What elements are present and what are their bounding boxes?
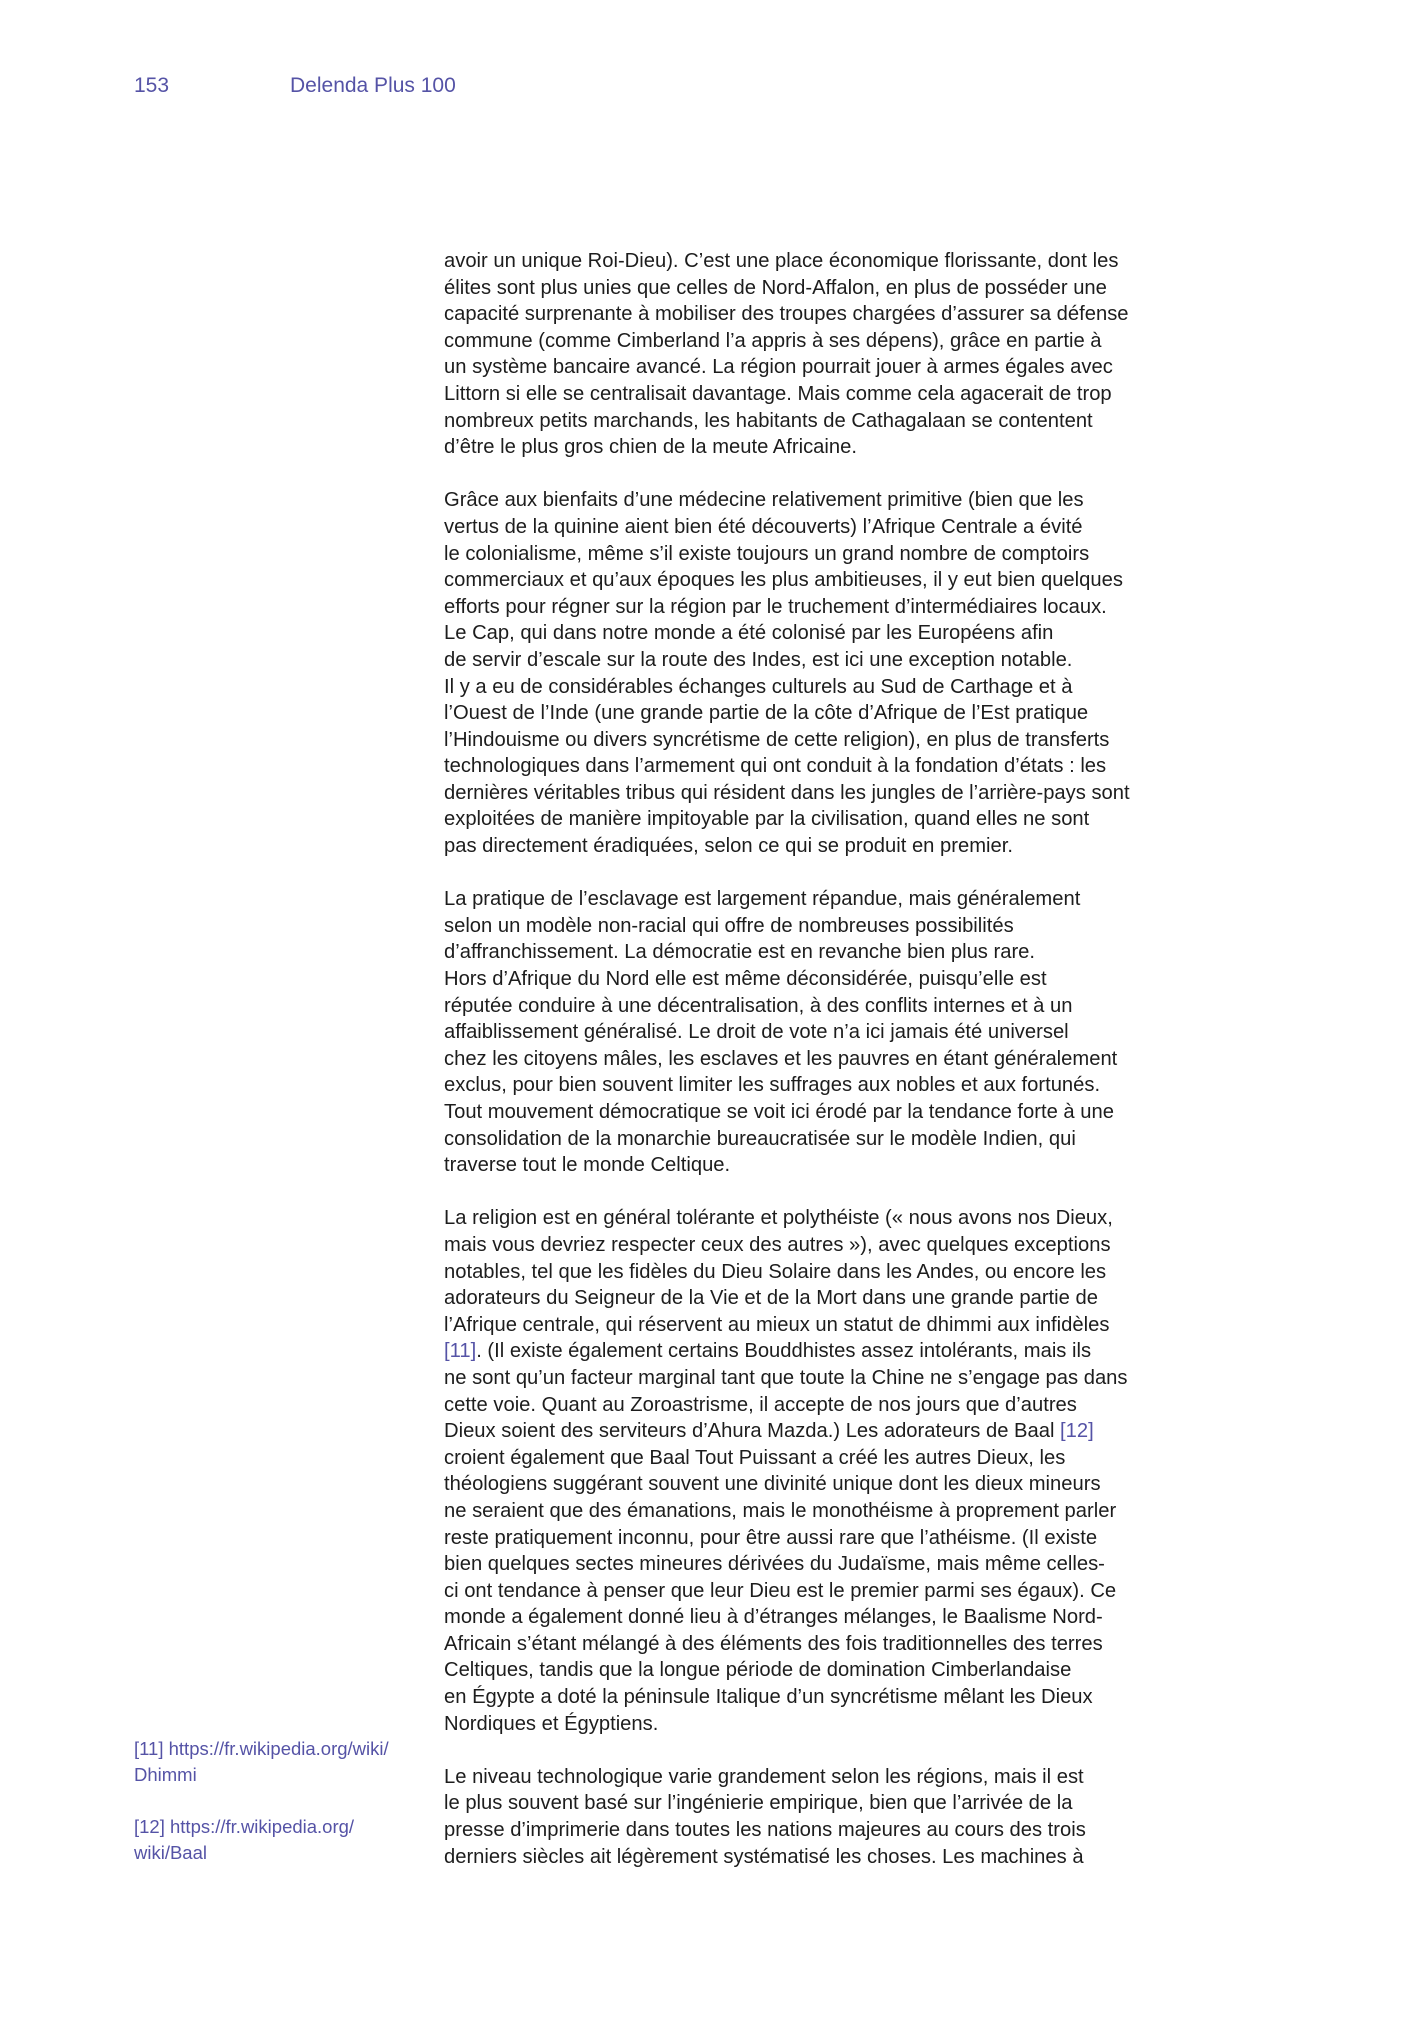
text-line: consolidation de la monarchie bureaucratisée sur le modèle Indien, qui: [444, 1127, 1076, 1150]
text-line: avoir un unique Roi-Dieu). C’est une place économique florissante, dont les: [444, 250, 1119, 272]
footnote-11[interactable]: [134, 1736, 424, 1788]
text-line: Hors d’Afrique du Nord elle est même déconsidérée, puisqu’elle est: [444, 968, 1047, 991]
text-line: presse d’imprimerie dans toutes les nations majeures au cours des trois: [444, 1819, 1086, 1842]
text-line: Le niveau technologique varie grandement selon les régions, mais il est: [444, 1765, 1084, 1788]
text-line: La pratique de l’esclavage est largement répandue, mais généralement: [444, 888, 1081, 911]
main-text-column: [444, 248, 1184, 1897]
text-line: commune (comme Cimberland l’a appris à ses dépens), grâce en partie à: [444, 329, 1102, 352]
text-line: d’être le plus gros chien de la meute Africaine.: [444, 436, 857, 459]
text-line: derniers siècles ait légèrement systématisé les choses. Les machines à: [444, 1845, 1084, 1868]
text-line: l’Afrique centrale, qui réservent au mieux un statut de dhimmi aux infidèles: [444, 1313, 1110, 1336]
text-line: pas directement éradiquées, selon ce qui se produit en premier.: [444, 835, 1013, 858]
text-line: affaiblissement généralisé. Le droit de vote n’a ici jamais été universel: [444, 1021, 1069, 1044]
text-line: exploitées de manière impitoyable par la civilisation, quand elles ne sont: [444, 808, 1090, 831]
text-line: de servir d’escale sur la route des Indes, est ici une exception notable.: [444, 648, 1073, 671]
text-line: exclus, pour bien souvent limiter les suffrages aux nobles et aux fortunés.: [444, 1074, 1101, 1097]
text-line: un système bancaire avancé. La région pourrait jouer à armes égales avec: [444, 356, 1113, 379]
text-line: réputée conduire à une décentralisation, à des conflits internes et à un: [444, 994, 1073, 1017]
paragraph-1: [444, 248, 1184, 461]
text-line: mais vous devriez respecter ceux des autres »), avec quelques exceptions: [444, 1233, 1111, 1256]
footnotes: [134, 1736, 424, 1892]
text-line: Il y a eu de considérables échanges culturels au Sud de Carthage et à: [444, 675, 1073, 698]
text-line: Africain s’étant mélangé à des éléments des fois traditionnelles des terres: [444, 1632, 1103, 1655]
text-line: Nordiques et Égyptiens.: [444, 1712, 659, 1735]
text-line: Grâce aux bienfaits d’une médecine relativement primitive (bien que les: [444, 489, 1084, 512]
text-line: élites sont plus unies que celles de Nord-Affalon, en plus de posséder une: [444, 276, 1107, 299]
text-line: bien quelques sectes mineures dérivées du Judaïsme, mais même celles-: [444, 1553, 1105, 1576]
paragraph-3: [444, 886, 1184, 1179]
page-header: [134, 74, 456, 98]
text-line: notables, tel que les fidèles du Dieu Solaire dans les Andes, ou encore les: [444, 1260, 1107, 1283]
text-line: ci ont tendance à penser que leur Dieu est le premier parmi ses égaux). Ce: [444, 1579, 1117, 1602]
text-line: chez les citoyens mâles, les esclaves et les pauvres en étant généralement: [444, 1047, 1118, 1070]
text-line: efforts pour régner sur la région par le truchement d’intermédiaires locaux.: [444, 595, 1107, 618]
paragraph-2: [444, 487, 1184, 859]
text-line: Littorn si elle se centralisait davantage. Mais comme cela agacerait de trop: [444, 382, 1112, 405]
text-line: en Égypte a doté la péninsule Italique d’un syncrétisme mêlant les Dieux: [444, 1686, 1093, 1709]
text-line: l’Hindouisme ou divers syncrétisme de cette religion), en plus de transferts: [444, 728, 1110, 751]
text-line-with-ref-12: Dieux soient des serviteurs d’Ahura Mazda.) Les adorateurs de Baal [12]: [444, 1420, 1094, 1443]
text-line: Celtiques, tandis que la longue période de domination Cimberlandaise: [444, 1659, 1072, 1682]
text-line: technologiques dans l’armement qui ont conduit à la fondation d’états : les: [444, 755, 1107, 778]
footnote-reference[interactable]: [12]: [1060, 1420, 1094, 1443]
footnote-link-line[interactable]: Dhimmi: [134, 1764, 197, 1785]
text-line-with-ref-11: [11]. (Il existe également certains Bouddhistes assez intolérants, mais ils: [444, 1340, 1092, 1363]
text-line: Le Cap, qui dans notre monde a été colonisé par les Européens afin: [444, 622, 1054, 645]
footnote-12[interactable]: [134, 1814, 424, 1866]
text-line: vertus de la quinine aient bien été découverts) l’Afrique Centrale a évité: [444, 515, 1083, 538]
text-line: capacité surprenante à mobiliser des troupes chargées d’assurer sa défense: [444, 303, 1129, 326]
text-line: l’Ouest de l’Inde (une grande partie de la côte d’Afrique de l’Est pratique: [444, 702, 1089, 725]
text-line: d’affranchissement. La démocratie est en revanche bien plus rare.: [444, 941, 1036, 964]
footnote-link-line[interactable]: [12] https://fr.wikipedia.org/: [134, 1816, 355, 1837]
paragraph-4: [444, 1205, 1184, 1737]
text-line: le plus souvent basé sur l’ingénierie empirique, bien que l’arrivée de la: [444, 1792, 1073, 1815]
text-line: ne seraient que des émanations, mais le monothéisme à proprement parler: [444, 1499, 1117, 1522]
page-number: 153: [134, 74, 170, 97]
text-line: dernières véritables tribus qui résident dans les jungles de l’arrière-pays sont: [444, 781, 1130, 804]
text-line: La religion est en général tolérante et polythéiste (« nous avons nos Dieux,: [444, 1207, 1113, 1230]
text-line: commerciaux et qu’aux époques les plus ambitieuses, il y eut bien quelques: [444, 569, 1123, 592]
text-line: traverse tout le monde Celtique.: [444, 1154, 731, 1177]
footnote-link-line[interactable]: wiki/Baal: [134, 1842, 207, 1863]
text-line: nombreux petits marchands, les habitants de Cathagalaan se contentent: [444, 409, 1093, 432]
footnote-link-line[interactable]: [11] https://fr.wikipedia.org/wiki/: [134, 1738, 389, 1759]
text-line: théologiens suggérant souvent une divinité unique dont les dieux mineurs: [444, 1473, 1101, 1496]
text-line: reste pratiquement inconnu, pour être aussi rare que l’athéisme. (Il existe: [444, 1526, 1098, 1549]
text-line: cette voie. Quant au Zoroastrisme, il accepte de nos jours que d’autres: [444, 1393, 1077, 1416]
text-line: selon un modèle non-racial qui offre de nombreuses possibilités: [444, 914, 1014, 937]
text-line: adorateurs du Seigneur de la Vie et de la Mort dans une grande partie de: [444, 1287, 1098, 1310]
text-line: croient également que Baal Tout Puissant a créé les autres Dieux, les: [444, 1446, 1066, 1469]
paragraph-5: [444, 1764, 1184, 1870]
text-line: monde a également donné lieu à d’étranges mélanges, le Baalisme Nord-: [444, 1606, 1103, 1629]
text-line: ne sont qu’un facteur marginal tant que toute la Chine ne s’engage pas dans: [444, 1366, 1128, 1389]
text-line: le colonialisme, même s’il existe toujours un grand nombre de comptoirs: [444, 542, 1090, 565]
footnote-reference[interactable]: [11]: [444, 1340, 477, 1363]
running-title: Delenda Plus 100: [290, 74, 456, 97]
text-line: Tout mouvement démocratique se voit ici érodé par la tendance forte à une: [444, 1101, 1114, 1123]
